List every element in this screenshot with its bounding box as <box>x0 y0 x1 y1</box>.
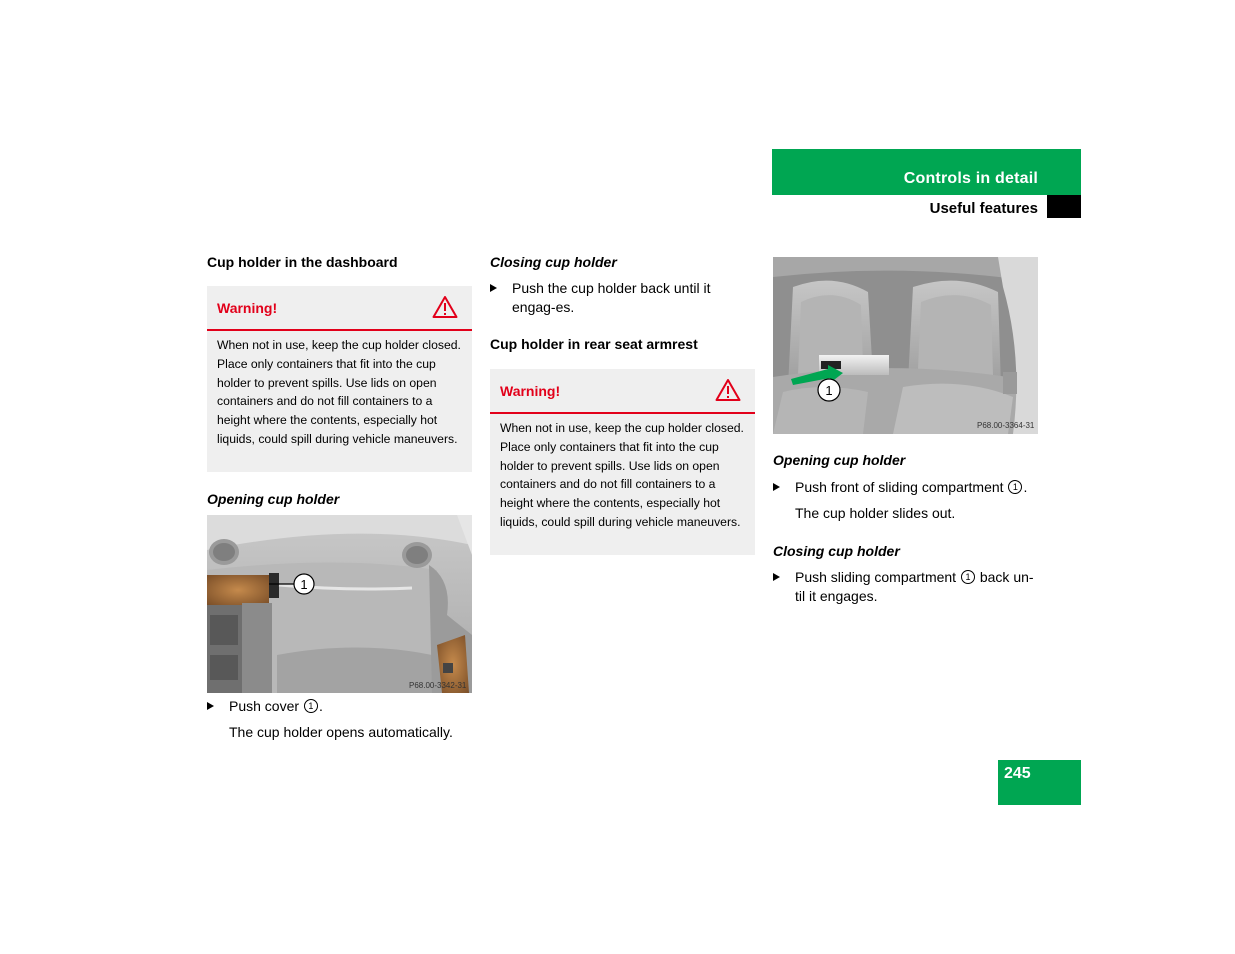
opening-cup-holder-heading-rear: Opening cup holder <box>773 452 906 468</box>
warning-triangle-icon <box>715 378 741 402</box>
step-push-back <box>490 279 757 317</box>
warning-text: When not in use, keep the cup holder closed. Place only containers that fit into the cup holder to prevent spills. Use lids on open containers and do not fill containers to a height where the contents, especially hot liquids, could spill during vehicle maneuvers. <box>500 421 744 529</box>
section-title: Controls in detail <box>903 170 1038 187</box>
section-tab-marker <box>1047 195 1081 218</box>
warning-triangle-icon <box>432 295 458 319</box>
warning-box-rear <box>490 369 755 555</box>
bullet-arrow-icon <box>207 702 214 710</box>
rear-armrest-heading: Cup holder in rear seat armrest <box>490 336 698 352</box>
warning-box-dashboard <box>207 286 472 472</box>
figure-code: P68.00-3364-31 <box>977 421 1035 430</box>
step-text: Push cover <box>229 698 300 714</box>
bullet-arrow-icon <box>773 483 780 491</box>
closing-cup-holder-heading: Closing cup holder <box>490 254 617 270</box>
step-text: Push front of sliding compartment <box>795 479 1004 495</box>
step-push-sliding: Push sliding compartment 1 back un-til it engages. <box>773 568 1040 606</box>
step-result: The cup holder opens automatically. <box>229 724 453 740</box>
warning-text: When not in use, keep the cup holder closed. Place only containers that fit into the cup holder to prevent spills. Use lids on open containers and do not fill containers to a height where the contents, especially hot liquids, could spill during vehicle maneuvers. <box>217 338 461 446</box>
warning-header <box>490 369 755 414</box>
step-result-rear: The cup holder slides out. <box>795 505 956 521</box>
step-push-cover: Push cover 1 . <box>207 697 472 716</box>
photo-callout-1: 1 <box>825 383 833 398</box>
bullet-arrow-icon <box>490 284 497 292</box>
dashboard-cup-holder-photo <box>207 515 472 693</box>
warning-label: Warning! <box>217 300 278 316</box>
opening-cup-holder-heading: Opening cup holder <box>207 491 340 507</box>
warning-label: Warning! <box>500 383 561 399</box>
step-text: Push the cup holder back until it engag-es. <box>512 280 711 315</box>
step-text: Push sliding compartment <box>795 569 957 585</box>
dashboard-cup-holder-heading: Cup holder in the dashboard <box>207 254 398 270</box>
warning-header <box>207 286 472 331</box>
page-number: 245 <box>1004 765 1031 782</box>
figure-code: P68.00-3342-31 <box>409 681 467 690</box>
step-push-front: Push front of sliding compartment 1 . <box>773 478 1040 497</box>
subsection-title: Useful features <box>929 200 1038 217</box>
rear-seat-armrest-photo <box>773 257 1038 434</box>
callout-marker: 1 <box>304 699 318 713</box>
photo-callout-1: 1 <box>300 577 308 592</box>
callout-marker: 1 <box>1008 480 1022 494</box>
closing-cup-holder-heading-rear: Closing cup holder <box>773 543 900 559</box>
bullet-arrow-icon <box>773 573 780 581</box>
callout-marker: 1 <box>961 570 975 584</box>
